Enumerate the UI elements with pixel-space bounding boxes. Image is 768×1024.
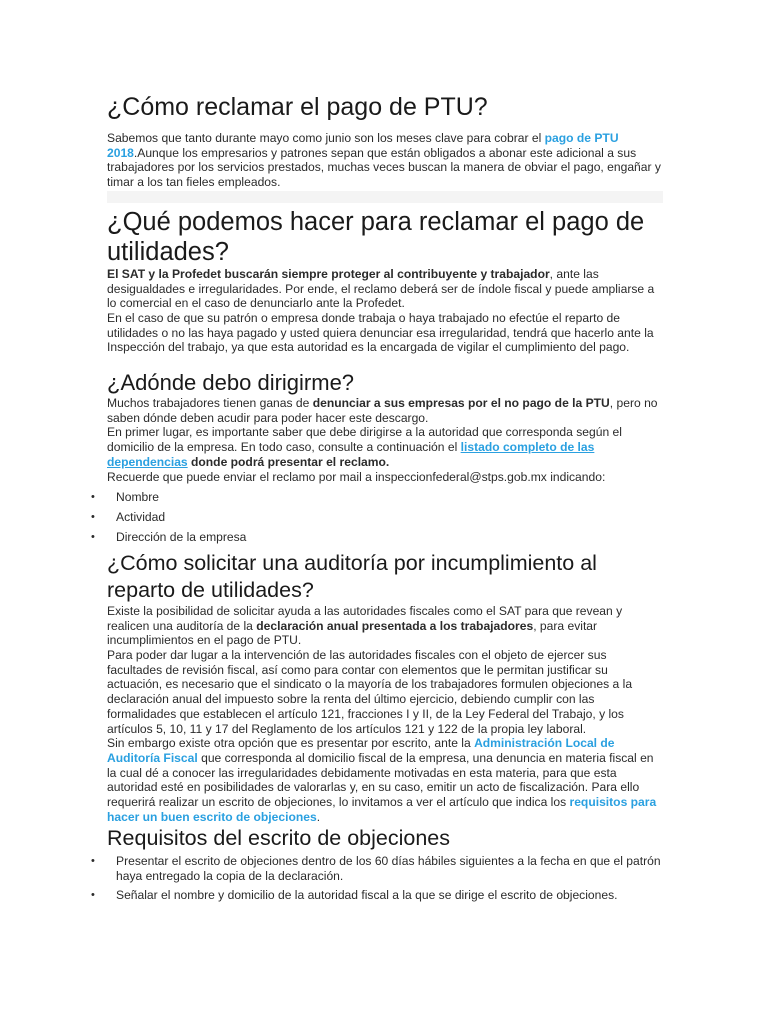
list-requisitos: [91, 854, 663, 902]
list-item: • Señalar el nombre y domicilio de la autoridad fiscal a la que se dirige el escrito de objeciones.: [91, 887, 618, 902]
list-item: • Presentar el escrito de objeciones dentro de los 60 días hábiles siguientes a la fecha en que el patrón haya entregado la copia de la declaración.: [91, 854, 661, 884]
intro-paragraph: Sabemos que tanto durante mayo como junio son los meses clave para cobrar el pago de PTU 2018.Aunque los empresarios y patrones sepan que están obligados a abonar este adicional a sus trabajadores por los servicios prestados, muchas veces buscan la manera de obviar el pago, engañar y timar a los tan fieles empleados.: [107, 131, 661, 190]
bullet-icon: •: [91, 531, 95, 544]
heading-requisitos-escrito: Requisitos del escrito de objeciones: [107, 826, 451, 851]
heading-adonde-dirigirme: ¿Adónde debo dirigirme?: [107, 370, 355, 396]
list-item: • Nombre: [91, 490, 160, 505]
paragraph-primer-lugar: En primer lugar, es importante saber que debe dirigirse a la autoridad que corresponda según el domicilio de la empresa. En todo caso, consulte a continuación el listado completo de las dependencias donde podrá presentar el reclamo.: [107, 425, 622, 469]
link-administracion-local[interactable]: Administración Local de Auditoría Fiscal: [107, 736, 615, 765]
article-content: [91, 92, 663, 907]
list-item: • Actividad: [91, 510, 166, 525]
divider-bar: [107, 191, 663, 203]
heading-solicitar-auditoria: ¿Cómo solicitar una auditoría por incumplimiento al reparto de utilidades?: [107, 550, 597, 602]
list-item: • Dirección de la empresa: [91, 530, 247, 545]
link-listado-dependencias[interactable]: listado completo de las dependencias: [107, 440, 595, 469]
bullet-icon: •: [91, 855, 95, 868]
list-datos-reclamo: [91, 490, 663, 545]
bullet-icon: •: [91, 888, 95, 901]
link-requisitos-escrito[interactable]: requisitos para hacer un buen escrito de objeciones: [107, 795, 657, 824]
heading-reclamar-ptu: ¿Cómo reclamar el pago de PTU?: [107, 93, 488, 121]
link-pago-ptu-2018[interactable]: pago de PTU 2018: [107, 131, 619, 160]
paragraph-sat-profedet: El SAT y la Profedet buscarán siempre proteger al contribuyente y trabajador, ante las desigualdades e irregularidades. Por ende, el reclamo deberá ser de índole fiscal y puede ampliarse a lo comercial en el caso de denunciarlo ante la Profedet.: [107, 266, 655, 311]
paragraph-intervencion-fiscal: Para poder dar lugar a la intervención de las autoridades fiscales con el objeto de ejercer sus facultades de revisión fiscal, así como para contar con elementos que le permitan justificar su actuación, es necesario que el sindicato o la mayoría de los trabajadores formulen objeciones a la declaración anual del impuesto sobre la renta del último ejercicio, debiendo cumplir con las formalidades que establecen el artículo 121, fracciones I y II, de la Ley Federal del Trabajo, y los artículos 5, 10, 11 y 17 del Reglamento de los artículos 121 y 122 de la propia ley laboral.: [107, 648, 633, 736]
paragraph-mail: Recuerde que puede enviar el reclamo por mail a inspeccionfederal@stps.gob.mx indicando:: [107, 469, 606, 484]
paragraph-denunciar: Muchos trabajadores tienen ganas de denunciar a sus empresas por el no pago de la PTU, pero no saben dónde deben acudir para poder hacer este descargo.: [107, 396, 658, 425]
paragraph-posibilidad-auditoria: Existe la posibilidad de solicitar ayuda a las autoridades fiscales como el SAT para que revean y realicen una auditoría de la declaración anual presentada a los trabajadores, para evitar incumplimientos en el pago de PTU.: [107, 603, 623, 648]
paragraph-inspeccion-trabajo: En el caso de que su patrón o empresa donde trabaja o haya trabajado no efectúe el reparto de utilidades o no las haya pagado y usted quiera denunciar esa irregularidad, tendrá que hacerlo ante la Inspección del trabajo, ya que esta autoridad es la encargada de vigilar el cumplimiento del pago.: [107, 310, 654, 355]
bullet-icon: •: [91, 511, 95, 524]
bullet-icon: •: [91, 491, 95, 504]
heading-que-podemos-hacer: ¿Qué podemos hacer para reclamar el pago de utilidades?: [107, 207, 645, 266]
paragraph-otra-opcion: Sin embargo existe otra opción que es presentar por escrito, ante la Administración Local de Auditoría Fiscal que corresponda al domicilio fiscal de la empresa, una denuncia en materia fiscal en la cual dé a conocer las irregularidades debidamente motivadas en esta materia, para que esta autoridad esté en posibilidades de valorarlas y, en su caso, emitir un acto de fiscalización. Para ello requerirá realizar un escrito de objeciones, lo invitamos a ver el artículo que indica los requisitos para hacer un buen escrito de objeciones.: [107, 736, 657, 824]
